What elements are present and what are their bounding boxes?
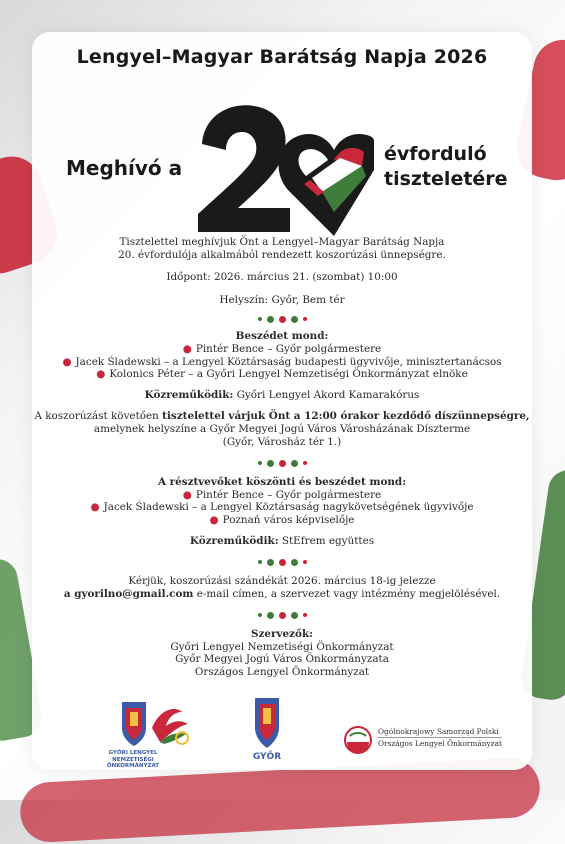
- logos-row: [32, 696, 532, 769]
- organizer-item: Győr Megyei Jogú Város Önkormányzata: [175, 653, 389, 666]
- ogolnokrajowy-logo-icon: [344, 726, 372, 754]
- divider-dots: [32, 608, 532, 622]
- section2-item: ● Pintér Bence – Győr polgármestere: [182, 488, 382, 501]
- heading-right-line2: tiszteletére: [384, 168, 508, 190]
- intro-line: 20. évfordulója alkalmából rendezett koszorúzási ünnepségre.: [118, 248, 446, 261]
- section1-item: ● Kolonics Péter – a Győri Lengyel Nemzetiségi Önkormányzat elnöke: [96, 368, 468, 381]
- divider-dots: [32, 312, 532, 326]
- logo2-caption: GYŐR: [252, 752, 282, 762]
- section2-heading: A résztvevőket köszönti és beszédet mond:: [157, 476, 407, 489]
- digit-two: [198, 105, 290, 232]
- organizers-heading: Szervezők:: [250, 628, 313, 641]
- gyori-lengyel-logo: [116, 698, 196, 750]
- section1-item: ● Jacek Śladewski – a Lengyel Köztársaság budapesti ügyvivője, minisztertanácsos: [62, 355, 502, 368]
- heading-left: Meghívó a: [66, 156, 183, 180]
- time-line: Időpont: 2026. március 21. (szombat) 10:00: [166, 271, 398, 284]
- gyor-coat-of-arms: [254, 696, 280, 750]
- reception-line: amelynek helyszíne a Győr Megyei Jogú Város Városházának Díszterme: [93, 422, 471, 435]
- heading-number: 20: [194, 100, 196, 101]
- bullet-icon: ●: [182, 342, 192, 355]
- divider-dots: [32, 456, 532, 470]
- rsvp-line: Kérjük, koszorúzási szándékát 2026. március 18-ig jelezze: [128, 575, 436, 588]
- section2-contrib: Közreműködik: StEfrem együttes: [189, 534, 375, 547]
- section1-contrib: Közreműködik: Győri Lengyel Akord Kamarakórus: [144, 388, 420, 401]
- intro-line: Tisztelettel meghívjuk Önt a Lengyel–Magyar Barátság Napja: [119, 236, 445, 248]
- bullet-icon: ●: [209, 513, 219, 526]
- bullet-icon: ●: [62, 355, 72, 368]
- divider-dots: [32, 555, 532, 569]
- logo3-text: Ogólnokrajowy Samorząd Polski Országos Lengyel Önkormányzat: [378, 727, 502, 748]
- reception-line: A koszorúzást követően tisztelettel várjuk Önt a 12:00 órakor kezdődő díszünnepségre,: [34, 410, 530, 423]
- section2-item: ● Poznań város képviselője: [209, 513, 355, 526]
- heart-zero: [279, 134, 374, 236]
- organizer-item: Országos Lengyel Önkormányzat: [194, 666, 370, 679]
- section2-item: ● Jacek Śladewski – a Lengyel Köztársaság nagykövetségének ügyvivője: [90, 501, 474, 514]
- section1-heading: Beszédet mond:: [235, 330, 329, 343]
- anniversary-20-logo: [194, 100, 374, 245]
- invitation-card: [32, 32, 532, 770]
- email-link[interactable]: a gyorilno@gmail.com: [63, 587, 194, 600]
- bullet-icon: ●: [90, 501, 100, 514]
- bullet-icon: ●: [96, 368, 106, 381]
- section1-item: ● Pintér Bence – Győr polgármestere: [182, 342, 382, 355]
- invitation-title: Lengyel–Magyar Barátság Napja 2026: [76, 46, 488, 68]
- place-line: Helyszín: Győr, Bem tér: [219, 293, 345, 306]
- heading-right: [384, 142, 508, 192]
- reception-line: (Győr, Városház tér 1.): [222, 435, 342, 448]
- organizer-item: Győri Lengyel Nemzetiségi Önkormányzat: [170, 640, 394, 653]
- heading-right-line1: évforduló: [384, 143, 487, 165]
- invitation-body: [32, 236, 532, 679]
- logo1-caption: GYŐRI LENGYEL NEMZETISÉGI ÖNKORMÁNYZAT: [106, 750, 160, 769]
- bullet-icon: ●: [182, 488, 192, 501]
- rsvp-line: a gyorilno@gmail.com e-mail címen, a szervezet vagy intézmény megjelölésével.: [63, 587, 501, 600]
